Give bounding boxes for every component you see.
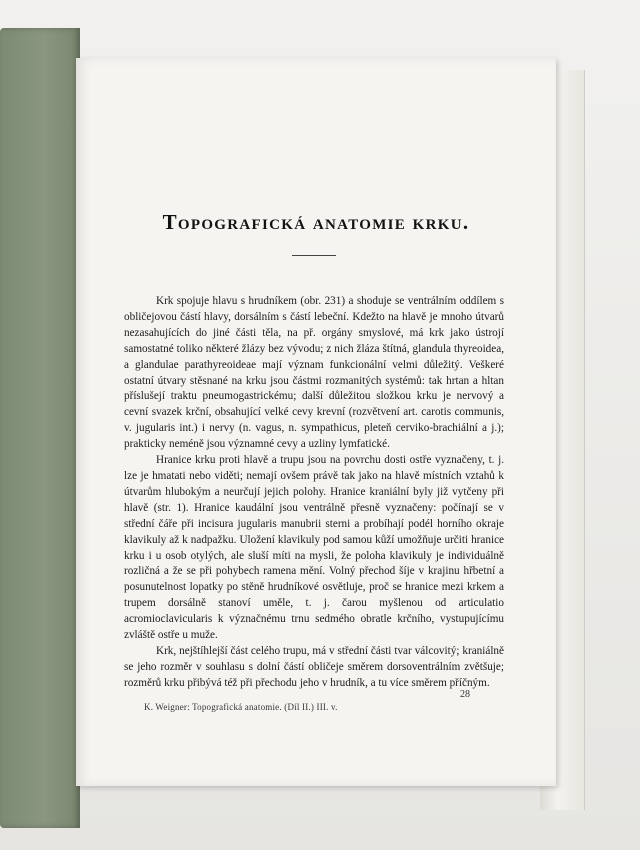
paragraph: Krk, nejštíhlejší část celého trupu, má v střední části tvar válcovitý; kraniálně se jeho rozměr v souhlasu s dolní částí obličeje směrem dorsoventrálním zvětšuje; rozměrů krku přibývá též při přechodu jeho v hrudník, a tu více směrem příčným. xyxy=(124,644,504,689)
title-divider xyxy=(292,255,336,256)
page-number: 28 xyxy=(460,689,470,700)
book-cover xyxy=(0,28,80,828)
paragraph: Krk spojuje hlavu s hrudníkem (obr. 231) a shoduje se ventrálním oddílem s obličejovou částí hlavy, dorsálním s částí lebeční. Kdežto na hlavě je mnoho útvarů nezasahujících do jiné části těla, na př. orgány smyslové, má krk jako ústrojí samostatné toliko některé žlázy bez vývodu; z nich žláza štítná, glandula thyreoidea, a glandulae parathyreoideae mají význam funkcionální velmi důležitý. Veškeré ostatní útvary stěsnané na krku jsou částmi rozmanitých systémů: tak hrtan a hltan příslušejí traktu pneumogastrickému; další důležitou složkou krku je nervový a cevní svazek krční, obsahující velké cevy krevní (rozvětvení art. carotis communis, v. jugularis int.) i nervy (n. vagus, n. sympathicus, pleteň cerviko-brachiální a j.); prakticky neméně jsou významné cevy a uzliny lymfatické. xyxy=(124,295,504,451)
book-page xyxy=(76,58,556,786)
chapter-title: Topografická anatomie krku. xyxy=(162,210,470,234)
footer-note: K. Weigner: Topografická anatomie. (Díl II.) III. v. xyxy=(144,702,338,712)
body-text xyxy=(124,294,504,692)
paragraph: Hranice krku proti hlavě a trupu jsou na povrchu dosti ostře vyznačeny, t. j. lze je hmatati nebo viděti; nemají ovšem právě tak jako na hlavě místních vztahů k útvarům hlubokým a neurčují jejich polohy. Hranice kraniální byly již vytčeny při hlavě (str. 1). Hranice kaudální jsou ventrálně přesně vyznačeny: počínají se v střední čáře při incisura jugularis manubrii sterni a probíhají podél horního okraje klavikuly až k nadpažku. Uložení klavikuly pod samou kůží umožňuje určiti hranice krku i u osob otylých, ale sluší míti na mysli, že poloha klavikuly je individuálně rozličná a že se při pohybech ramena mění. Volný přechod šíje v krajinu hřbetní a posunutelnost lopatky po stěně hrudníkové osvětluje, proč se hranice mezi krkem a trupem dorsálně stanoví uměle, t. j. čarou myšlenou od articulatio acromioclavicularis k význačnému trnu sedmého obratle krčního, vystupujícímu zvláště ostře u muže. xyxy=(124,454,504,642)
